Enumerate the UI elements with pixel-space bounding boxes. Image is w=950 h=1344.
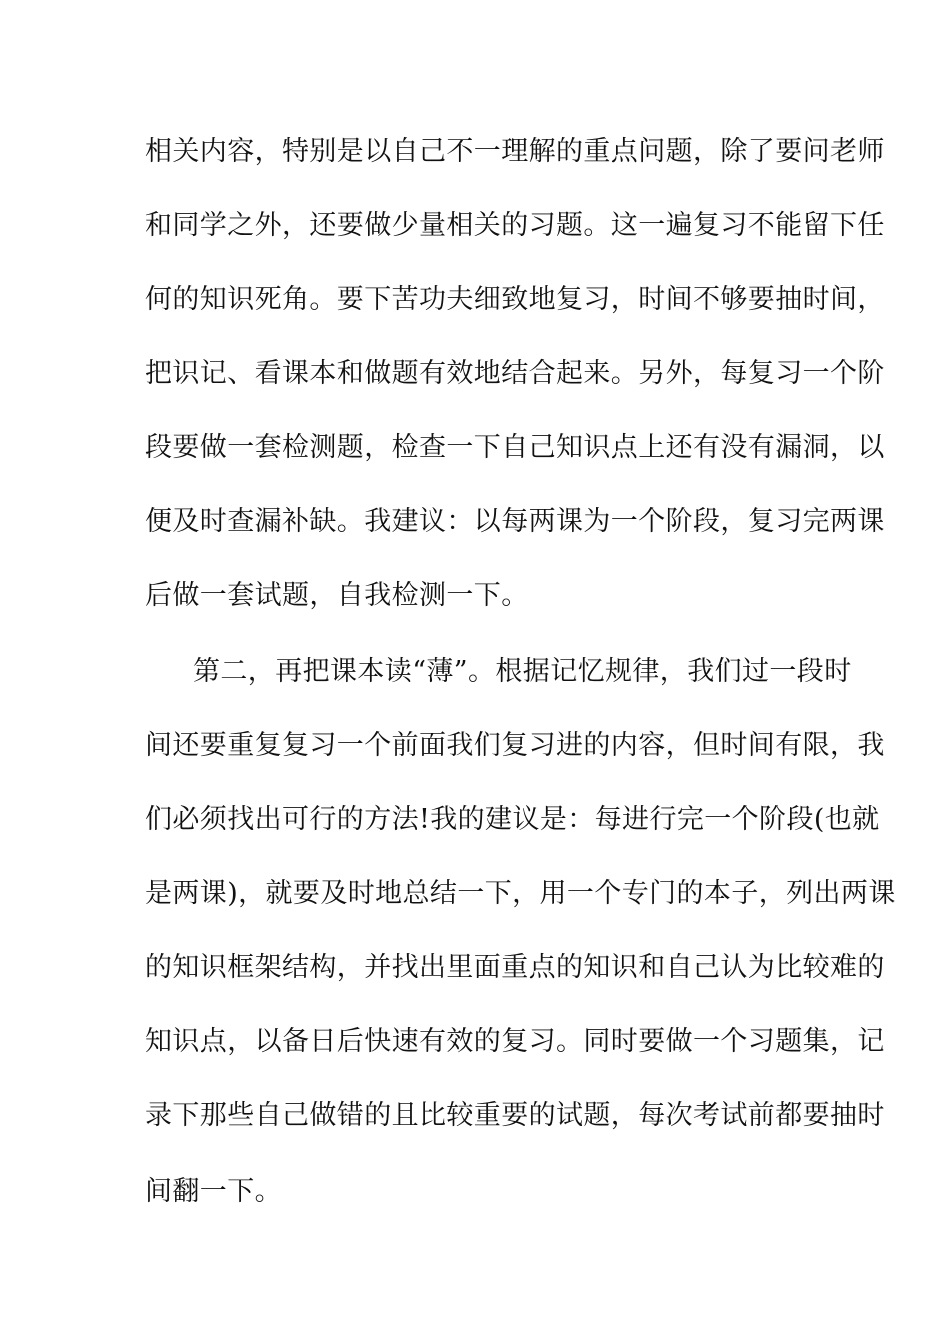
text-line-6: 便及时查漏补缺。我建议：以每两课为一个阶段，复习完两课 [145,506,885,537]
text-line-9: 间还要重复复习一个前面我们复习进的内容，但时间有限，我 [145,730,885,761]
text-line-13: 知识点，以备日后快速有效的复习。同时要做一个习题集，记 [145,1026,885,1057]
text-line-10: 们必须找出可行的方法!我的建议是：每进行完一个阶段(也就 [145,804,880,835]
text-line-11: 是两课)，就要及时地总结一下，用一个专门的本子，列出两课 [145,878,896,909]
text-line-15: 间翻一下。 [145,1176,282,1207]
text-line-12: 的知识框架结构，并找出里面重点的知识和自己认为比较难的 [145,952,885,983]
text-line-7: 后做一套试题，自我检测一下。 [145,580,529,611]
text-line-5: 段要做一套检测题，检查一下自己知识点上还有没有漏洞，以 [145,432,885,463]
text-line-2: 和同学之外，还要做少量相关的习题。这一遍复习不能留下任 [145,210,885,241]
text-line-3: 何的知识死角。要下苦功夫细致地复习，时间不够要抽时间， [145,284,885,315]
paragraph-start-line: 第二，再把课本读“薄”。根据记忆规律，我们过一段时 [193,656,852,687]
text-line-1: 相关内容，特别是以自己不一理解的重点问题，除了要问老师 [145,136,885,167]
text-line-14: 录下那些自己做错的且比较重要的试题，每次考试前都要抽时 [145,1100,885,1131]
text-line-4: 把识记、看课本和做题有效地结合起来。另外，每复习一个阶 [145,358,885,389]
